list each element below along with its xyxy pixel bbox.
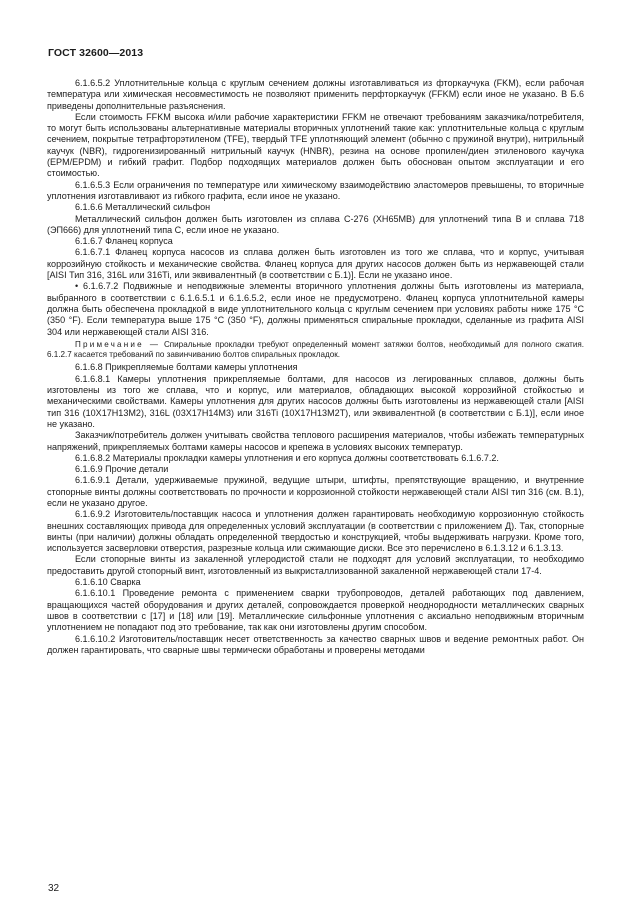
paragraph: 6.1.6.5.2 Уплотнительные кольца с круглым сечением должны изготавливаться из фторкаучука (FKM), если рабочая температура или химическая несовместимость не позволяют применить перфторкаучук (FFKM) если иное не указано. В Б.6 приведены дополнительные разъяснения. — [47, 78, 584, 111]
paragraph: 6.1.6.8.1 Камеры уплотнения прикрепляемые болтами, для насосов из легированных сплавов, должны быть изготовлены из того же сплава, что и корпус, или материалов, обладающих высокой коррозийной стойкостью и механическими свойствами. Камеры уплотнения для других насосов должны быть изготовлены из нержавеющей стали [AISI тип 316 (10Х17Н13М2), 316L (03Х17Н14М3) или 316Ti (10Х17Н13М2Т), или эквивалентной (в соответствии с Б.1)], если иное не указано. — [47, 373, 584, 429]
section-heading: 6.1.6.7 Фланец корпуса — [75, 236, 173, 247]
paragraph: Заказчик/потребитель должен учитывать свойства теплового расширения материалов, чтобы избежать температурных напряжений, прикрепляемых болтами камеры насосов и крепежа в условиях высоких температур. — [47, 430, 584, 452]
paragraph: 6.1.6.5.3 Если ограничения по температуре или химическому взаимодействию эластомеров превышены, то вторичные уплотнения изготавливают из гибкого графита, если иное не указано. — [47, 179, 584, 201]
paragraph: 6.1.6.10.1 Проведение ремонта с применением сварки трубопроводов, деталей работающих под давлением, вращающихся частей оборудования и других деталей, сопровождается проверкой неоднородности металлических сварных швов в соответствии с [17] и [18] или [19]. Металлические сильфонные уплотнения с аксиально неподвижным вторичным уплотнением не попадают под это требование, так как они изготовлены другим способом. — [47, 588, 584, 633]
standard-title: ГОСТ 32600—2013 — [48, 47, 144, 59]
paragraph: 6.1.6.8.2 Материалы прокладки камеры уплотнения и его корпуса должны соответствовать 6.1.6.7.2. — [75, 452, 499, 463]
paragraph: Металлический сильфон должен быть изготовлен из сплава С-276 (ХН65МВ) для уплотнений типа В и сплава 718 (ЭП666) для уплотнений типа С, если иное не указано. — [47, 213, 584, 235]
section-heading: 6.1.6.6 Металлический сильфон — [75, 202, 211, 213]
page-number: 32 — [48, 883, 60, 894]
section-heading: 6.1.6.9 Прочие детали — [75, 464, 169, 475]
section-heading: 6.1.6.10 Сварка — [75, 577, 141, 588]
paragraph: 6.1.6.9.1 Детали, удерживаемые пружиной, ведущие штыри, штифты, препятствующие вращению, и внутренние стопорные винты должны соответствовать по прочности и коррозионной стойкости нержавеющей стали AISI тип 316 (см. В.1), если не указано другое. — [47, 475, 584, 508]
paragraph: • 6.1.6.7.2 Подвижные и неподвижные элементы вторичного уплотнения должны быть изготовлены из материала, выбранного в соответствии с 6.1.6.5.1 и 6.1.6.5.2, если иное не предусмотрено. Фланец корпуса уплотнительной камеры должна быть обеспечена прокладкой в виде уплотнительного кольца с круглым сечением при условиях работы ниже 175 °С (350 °F). Если температура выше 175 °С (350 °F), должны применяться спиральные прокладки, сделанные из графита AISI 304 или нержавеющей стали AISI 316. — [47, 281, 584, 337]
paragraph: Если стопорные винты из закаленной углеродистой стали не подходят для условий эксплуатации, то необходимо предоставить другой стопорный винт, изготовленный из выкристаллизованной закаленной нержавеющей стали 17-4. — [47, 554, 584, 576]
note-text: Спиральные прокладки требуют определенный момент затяжки болтов, необходимый для полного сжатия. 6.1.2.7 касается требований по завинчиванию болтов спиральных прокладок. — [47, 339, 584, 360]
paragraph: 6.1.6.9.2 Изготовитель/поставщик насоса и уплотнения должен гарантировать необходимую коррозионную стойкость внешних составляющих привода для определенных условий эксплуатации (в соответствии с приложением Д). Так, стопорные винты (при наличии) должны обладать определенной твердостью и конструкцией, чтобы выдерживать нагрузки. Кроме того, используется засверловки отверстия, разрезные кольца или сжимающие диски. Все это перечислено в 6.1.3.12 и 6.1.3.13. — [47, 509, 584, 554]
note-prefix: Примечание — — [75, 339, 161, 349]
note — [47, 340, 584, 361]
document-body — [47, 78, 584, 656]
paragraph: Если стоимость FFKM высока и/или рабочие характеристики FFKM не отвечают требованиям заказчика/потребителя, то могут быть использованы альтернативные материалы вторичных уплотнений такие как: уплотнительные кольца с круглым сечением, покрытые тетрафторэтиленом (TFE), твердый TFE уплотняющий элемент (обычно с пружиной внутри), нитрильный каучук (NBR), гидрогенизированный нитрильный каучук (HNBR), резина на основе пропилен/диен этиленового каучука (EPM/EPDM) и гибкий графит. Подбор подходящих материалов должен быть обоснован опытом эксплуатации и его стоимостью. — [47, 111, 584, 179]
paragraph: 6.1.6.7.1 Фланец корпуса насосов из сплава должен быть изготовлен из того же сплава, что и корпус, учитывая коррозийную стойкость и механические свойства. Фланец корпуса для других насосов должен быть из нержавеющей стали [AISI Тип 316, 316L или 316Ti, или эквивалентный (в соответствии с Б.1)]. Если не указано иное. — [47, 247, 584, 281]
section-heading: 6.1.6.8 Прикрепляемые болтами камеры уплотнения — [75, 362, 298, 373]
paragraph: 6.1.6.10.2 Изготовитель/поставщик несет ответственность за качество сварных швов и ведение ремонтных работ. Он должен гарантировать, что сварные швы термически обработаны и проверены методами — [47, 633, 584, 655]
